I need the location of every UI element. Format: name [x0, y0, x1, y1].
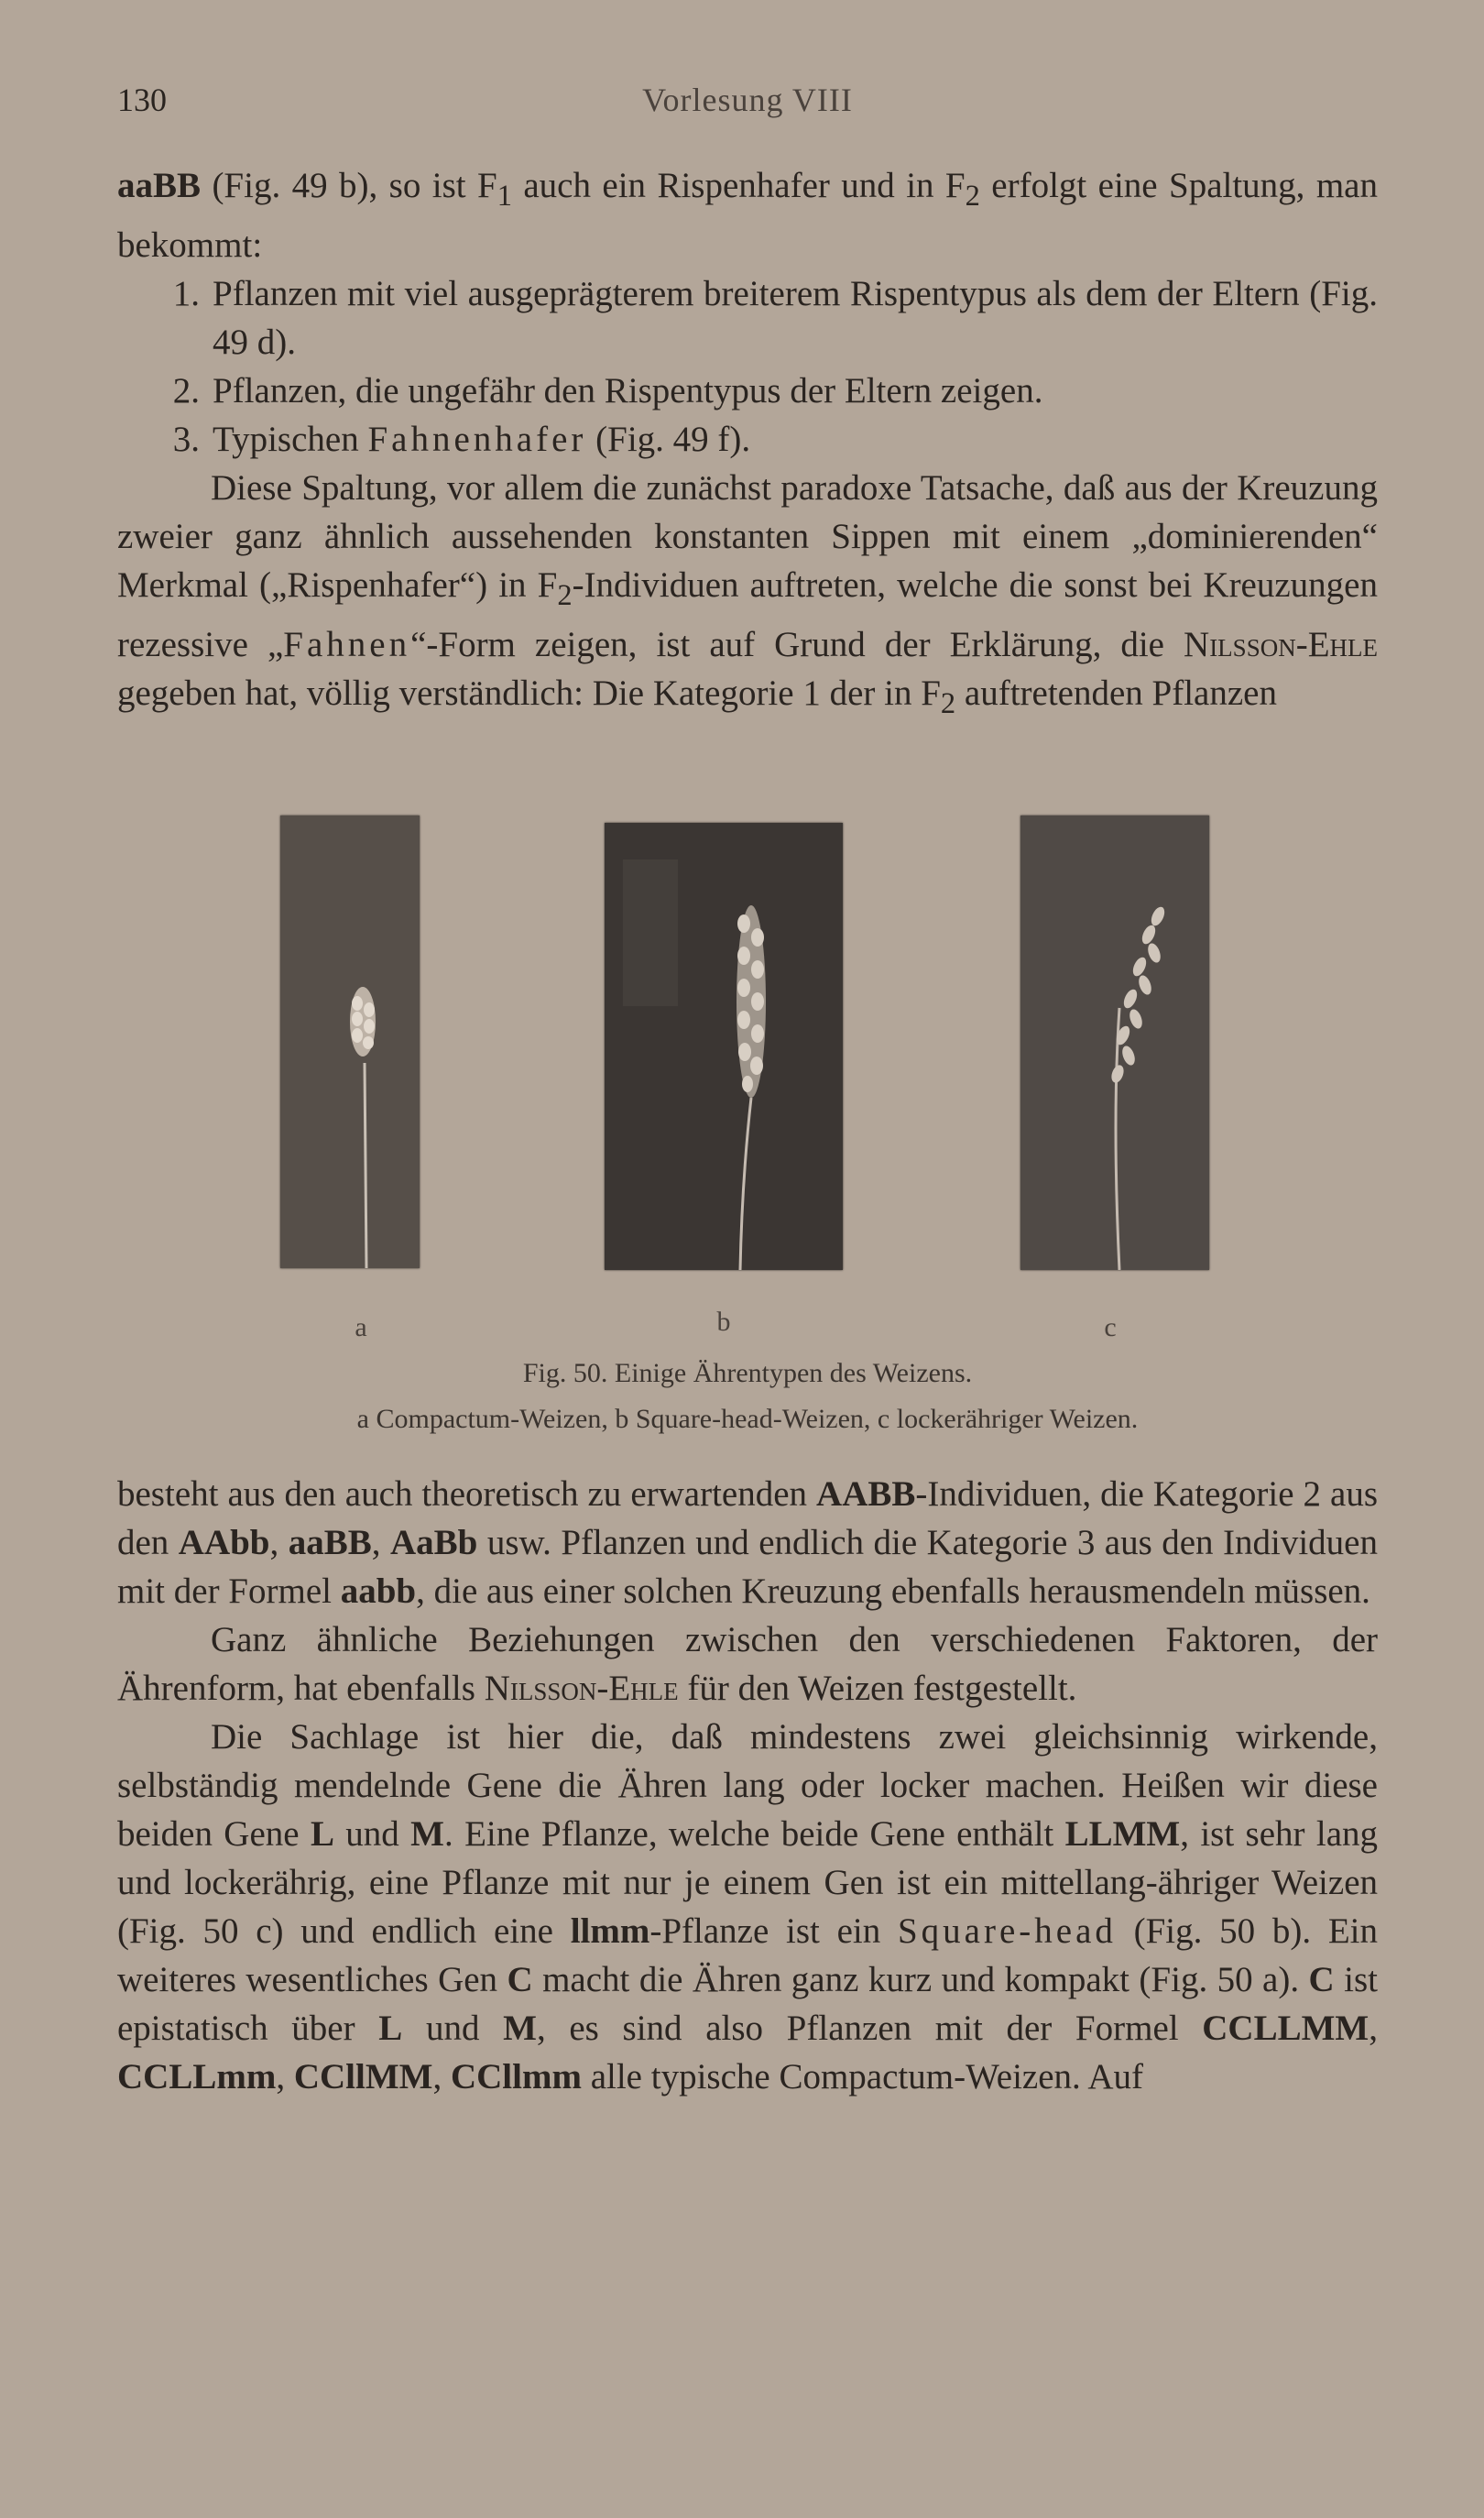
photo-c-loose-eared-wheat — [1020, 816, 1209, 1270]
figure-label-b: b — [716, 1307, 731, 1337]
caption-title: Fig. 50. Einige Ährentypen des Weizens. — [522, 1358, 973, 1388]
running-header — [117, 81, 1378, 126]
paragraph-4: Ganz ähnliche Beziehungen zwischen den verschiedenen Faktoren, der Ährenform, hat ebenfalls Nilsson-Ehle für den Weizen festgestellt. — [117, 1620, 1378, 1708]
page-number: 130 — [117, 82, 167, 118]
photo-a-compactum-wheat — [280, 816, 420, 1268]
running-title: Vorlesung VIII — [642, 82, 853, 118]
text-block-top — [117, 161, 1378, 728]
paragraph-5: Die Sachlage ist hier die, daß mindestens zwei gleichsinnig wirkende, selbständig mendelnde Gene die Ähren lang oder locker machen. Heißen wir diese beiden Gene L und M. Eine Pflanze, welche beide Gene enthält LLMM, ist sehr lang und lockerährig, eine Pflanze mit nur je einem Gen ist ein mittellang-ähriger Weizen (Fig. 50 c) und endlich eine llmm-Pflanze ist ein Square-head (Fig. 50 b). Ein weiteres wesentliches Gen C macht die Ähren ganz kurz und kompakt (Fig. 50 a). C ist epistatisch über L und M, es sind also Pflanzen mit der Formel CCLLMM, CCLLmm, CCllMM, CCllmm alle typische Compactum-Weizen. Auf — [117, 1717, 1379, 2097]
caption-legend: a Compactum-Weizen, b Square-head-Weizen, c lockerähriger Weizen. — [356, 1404, 1139, 1434]
category-list — [117, 269, 1378, 464]
list-item: 1. Pflanzen mit viel ausgeprägterem breiterem Rispentypus als dem der Eltern (Fig. 49 d). — [172, 273, 1378, 362]
paragraph-3: besteht aus den auch theoretisch zu erwartenden AABB-Individuen, die Kategorie 2 aus den AAbb, aaBB, AaBb usw. Pflanzen und endlich die Kategorie 3 aus den Individuen mit der Formel aabb, die aus einer solchen Kreuzung ebenfalls herausmendeln müssen. — [117, 1474, 1379, 1611]
list-item: 2. Pflanzen, die ungefähr den Rispentypus der Eltern zeigen. — [172, 370, 1043, 411]
wheat-ear-compact-image — [280, 816, 420, 1268]
figure-label-a: a — [355, 1312, 367, 1342]
paragraph-1: aaBB (Fig. 49 b), so ist $F_1$ auch ein Rispenhafer und in $F_2$ erfolgt eine Spaltung, man bekommt: — [117, 166, 1378, 265]
photo-b-square-head-wheat — [605, 823, 843, 1270]
wheat-ear-square-head-image — [605, 823, 843, 1270]
list-item: 3. Typischen Fahnenhafer (Fig. 49 f). — [172, 419, 751, 459]
paragraph-2: Diese Spaltung, vor allem die zunächst paradoxe Tatsache, daß aus der Kreuzung zweier ganz ähnlich aussehenden konstanten Sippen mit einem „dominierenden“ Merkmal („Rispenhafer“) in $F_2$-Individuen auftreten, welche die sonst bei Kreuzungen rezessive „Fahnen“-Form zeigen, ist auf Grund der Erklärung, die Nilsson-Ehle gegeben hat, völlig verständlich: Die Kategorie 1 der in $F_2$ auftretenden Pflanzen — [117, 467, 1379, 720]
figure-label-c: c — [1104, 1312, 1117, 1342]
text-block-bottom — [117, 1470, 1378, 2101]
wheat-ear-loose-image — [1020, 816, 1209, 1270]
figure-caption — [117, 1351, 1378, 1442]
